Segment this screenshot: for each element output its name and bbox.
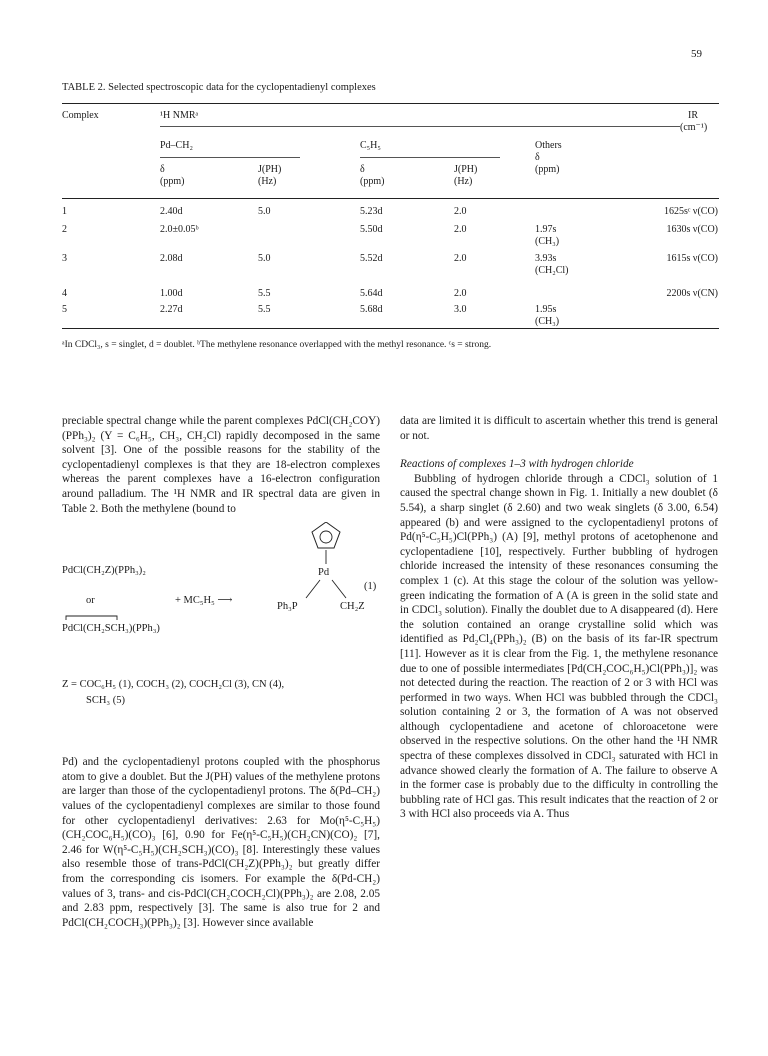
cell-cp-delta: 5.50d — [360, 224, 383, 235]
right-column — [400, 414, 718, 822]
header-others-delta: δ — [535, 152, 540, 163]
left-column — [62, 414, 380, 930]
cell-pd-delta: 2.08d — [160, 253, 183, 264]
scheme-reactant-2: PdCl(CH₂SCH₃)(PPh₃) — [62, 623, 160, 635]
cell-others-group: (CH₃) — [535, 236, 560, 247]
header-nmr: ¹H NMRᵃ — [160, 110, 199, 121]
cell-others-group: (CH₂Cl) — [535, 265, 569, 276]
cell-pd-delta: 2.27d — [160, 304, 183, 315]
cell-others: 1.95s — [535, 304, 557, 315]
page-number: 59 — [691, 48, 702, 60]
header-ppm-2: (ppm) — [360, 176, 385, 187]
cell-pd-delta: 2.40d — [160, 206, 183, 217]
cell-ir: 1625sᶜ ν(CO) — [663, 206, 718, 217]
header-ir: IR — [688, 110, 698, 121]
cell-cp-delta: 5.68d — [360, 304, 383, 315]
cell-cp-jph: 2.0 — [454, 224, 467, 235]
scheme-equation-number: (1) — [364, 581, 377, 593]
c5h5-span-rule — [360, 157, 500, 158]
header-jph-2: J(PH) — [454, 164, 478, 175]
table-caption: TABLE 2. Selected spectroscopic data for the cyclopentadienyl complexes — [62, 82, 376, 93]
cell-cp-delta: 5.23d — [360, 206, 383, 217]
cell-others: 3.93s — [535, 253, 557, 264]
header-delta-2: δ — [360, 164, 365, 175]
scheme-substituents: Z = COC₆H₅ (1), COCH₃ (2), COCH₂Cl (3), CN (4), — [62, 679, 285, 691]
header-hz-2: (Hz) — [454, 176, 473, 187]
cell-ir: 2200s ν(CN) — [666, 288, 718, 299]
cell-cp-delta: 5.64d — [360, 288, 383, 299]
header-pd-ch2: Pd–CH₂ — [160, 140, 193, 151]
cell-pd-jph: 5.0 — [258, 206, 271, 217]
chelate-bracket — [66, 616, 117, 620]
table-bottom-rule — [62, 328, 719, 329]
scheme-substituents-cont: SCH₃ (5) — [86, 695, 125, 707]
pd-ch2-bond — [332, 580, 346, 598]
cell-complex: 4 — [62, 288, 67, 299]
cell-pd-delta: 1.00d — [160, 288, 183, 299]
scheme-pd: Pd — [318, 567, 330, 579]
table-footnote: ᵃIn CDCl₃, s = singlet, d = doublet. ᵇThe methylene resonance overlapped with the methyl resonance. ᶜs = strong. — [62, 340, 492, 350]
scheme-reagent: + MC₅H₅ ⟶ — [175, 595, 233, 607]
scheme-or: or — [86, 595, 95, 607]
pd-p-bond — [306, 580, 320, 598]
cell-complex: 5 — [62, 304, 67, 315]
header-ir-unit: (cm⁻¹) — [680, 122, 708, 133]
cell-pd-delta: 2.0±0.05ᵇ — [160, 224, 199, 235]
cell-others: 1.97s — [535, 224, 557, 235]
header-others: Others — [535, 140, 562, 151]
aromatic-circle — [320, 531, 332, 543]
cell-cp-jph: 3.0 — [454, 304, 467, 315]
paragraph: data are limited it is difficult to ascertain whether this trend is general or not. — [400, 415, 718, 442]
header-complex: Complex — [62, 110, 99, 121]
cell-others-group: (CH₃) — [535, 316, 560, 327]
header-others-ppm: (ppm) — [535, 164, 560, 175]
header-jph-1: J(PH) — [258, 164, 282, 175]
reaction-scheme — [62, 522, 380, 747]
header-hz-1: (Hz) — [258, 176, 277, 187]
cell-complex: 3 — [62, 253, 67, 264]
header-c5h5: C₅H₅ — [360, 140, 381, 151]
cell-complex: 2 — [62, 224, 67, 235]
paragraph: Bubbling of hydrogen chloride through a CDCl₃ solution of 1 caused the spectral change shown in Fig. 1. Initially a new doublet (δ 5.54), a sharp singlet (δ 2.60) and two weak singlets (δ 3.00, 6.54) appeared (b) and were assigned to the cyclopentadienyl protons of Pd(η⁵-C₅H₅)Cl(PPh₃) (A) [9], methyl protons of acetophenone and cyclopentadiene [10], respectively. Further bubbling of hydrogen chloride increased the intensity of these resonances consuming the complex 1 (c). At this stage the colour of the solution was yellow-green indicating the formation of A (A is green in the solid state and in CDCl₃ solution). Finally the doublet due to A disappeared (d). Here the solution contained an orange crystalline solid which was identified as Pd₂Cl₄(PPh₃)₂ (B) on the basis of its far-IR spectrum [11]. However as it is clear from the Fig. 1, the methylene resonance due to one of possible intermediates [Pd(CH₂COC₆H₅)Cl(PPh₃)]₂ was not detected during the reaction. The reaction of 2 or 3 with HCl was performed in two ways. When HCl was bubbled through the CDCl₃ solution containing 2 or 3, the formation of A was not observed although cyclopentadiene and acetone of chloroacetone were observed in the respective solutions. On the other hand the ¹H NMR spectra of these complexes dissolved in CDCl₃ saturated with HCl in advance showed clearly the formation of A. The failure to observe A in the former case is probably due to the difficulty in controlling the bubbling rate of HCl gas. This result indicates that the reaction of 2 or 3 with HCl also proceeds via A. Thus — [400, 472, 718, 821]
section-title: Reactions of complexes 1–3 with hydrogen chloride — [400, 458, 634, 471]
table-header-rule — [62, 198, 719, 199]
cell-cp-jph: 2.0 — [454, 206, 467, 217]
cell-cp-jph: 2.0 — [454, 288, 467, 299]
cell-cp-jph: 2.0 — [454, 253, 467, 264]
cell-pd-jph: 5.0 — [258, 253, 271, 264]
paragraph: preciable spectral change while the parent complexes PdCl(CH₂COY)(PPh₃)₂ (Y = C₆H₅, CH₃, CH₂Cl) rapidly decomposed in the same solvent [3]. One of the possible reasons for the stability of the cyclopentadienyl complexes is that they are 18-electron complexes whereas the parent complexes have a 16-electron configuration around palladium. The ¹H NMR and IR spectral data are given in Table 2. Both the methylene (bound to — [62, 415, 380, 515]
scheme-structure — [62, 522, 380, 747]
cell-pd-jph: 5.5 — [258, 288, 271, 299]
header-delta-1: δ — [160, 164, 165, 175]
nmr-span-rule — [160, 126, 680, 127]
header-ppm-1: (ppm) — [160, 176, 185, 187]
cell-cp-delta: 5.52d — [360, 253, 383, 264]
pdch2-span-rule — [160, 157, 300, 158]
cell-ir: 1630s ν(CO) — [666, 224, 718, 235]
cell-ir: 1615s ν(CO) — [666, 253, 718, 264]
scheme-ch2z: CH₂Z — [340, 601, 365, 613]
cell-pd-jph: 5.5 — [258, 304, 271, 315]
scheme-reactant-1: PdCl(CH₂Z)(PPh₃)₂ — [62, 565, 146, 577]
scheme-ph3p: Ph₃P — [277, 601, 298, 613]
cell-complex: 1 — [62, 206, 67, 217]
table-top-rule — [62, 103, 719, 104]
paragraph: Pd) and the cyclopentadienyl protons coupled with the phosphorus atom to give a doublet. But the J(PH) values of the methylene protons are larger than those of the cyclopentadienyl protons. The δ(Pd–CH₂) values of the cyclopentadienyl complexes are similar to those found for other cyclopentadienyl derivatives: 2.63 for Mo(η⁵-C₅H₅)(CH₂COC₆H₅)(CO)₃ [6], 0.90 for Fe(η⁵-C₅H₅)(CH₂CN)(CO)₂ [7], 2.46 for W(η⁵-C₅H₅)(CH₂SCH₃)(CO)₃ [8]. Interestingly these values also resemble those of trans-PdCl(CH₂Z)(PPh₃)₂ but greatly differ from the corresponding cis isomers. For example the δ(Pd-CH₂) values of 3, trans- and cis-PdCl(CH₂COCH₂Cl)(PPh₃)₂ are 2.08, 2.05 and 2.83 ppm, respectively [3]. The same is also true for 2 and PdCl(CH₂COCH₃)(PPh₃)₂ [3]. However since available — [62, 756, 380, 929]
cyclopentadienyl-ring-icon — [312, 522, 340, 548]
